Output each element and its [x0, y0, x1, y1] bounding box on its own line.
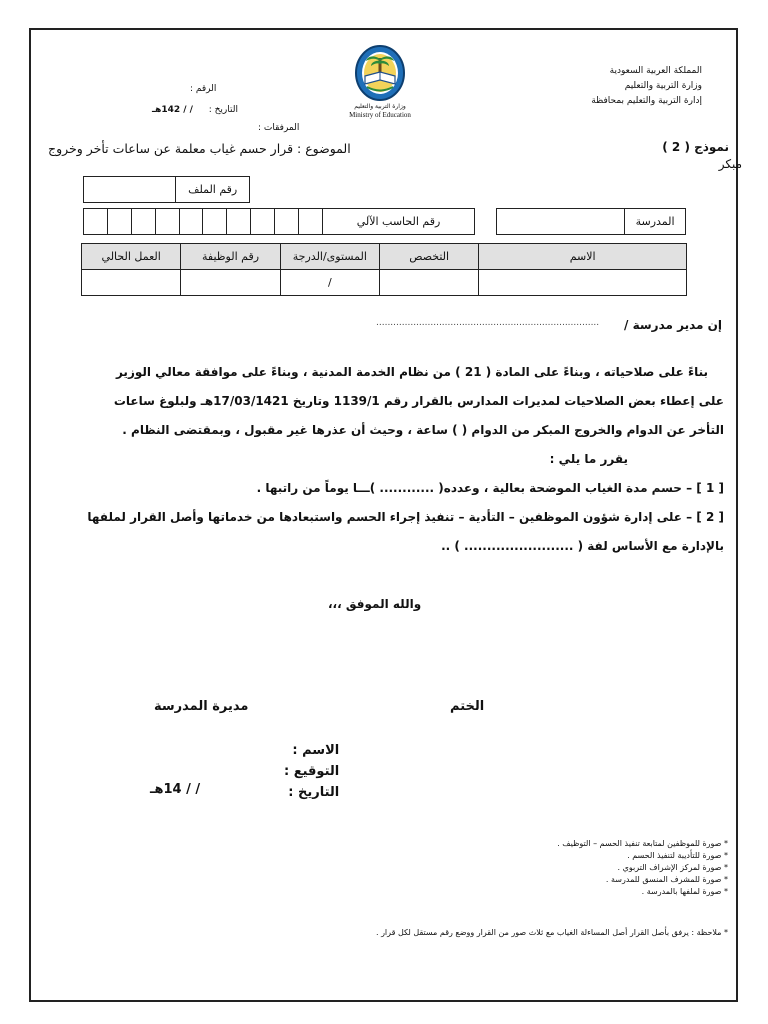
digit-cell[interactable] — [275, 209, 299, 235]
list-item: * صورة للتأديبة لتنفيذ الحسم . — [627, 851, 728, 860]
decision-item-1: [ 1 ] – حسم مدة الغياب الموضحة بعالية ، وعدده( ............ )ـــا يوماً من راتبها . — [256, 481, 724, 495]
cell-current-work[interactable] — [82, 270, 181, 296]
sign-label: التوقيع : — [284, 764, 340, 779]
addressee-label: إن مدير مدرسة / — [624, 318, 722, 332]
digit-cell[interactable] — [131, 209, 155, 235]
computer-number-label-box — [322, 208, 475, 235]
date-label: التاريخ : — [208, 105, 238, 115]
cell-level-grade[interactable]: / — [280, 270, 379, 296]
subject-continued: مبكر — [718, 157, 742, 171]
digit-cell[interactable] — [251, 209, 275, 235]
addressee-dots: .............................................................................. — [376, 318, 600, 328]
digit-cell[interactable] — [107, 209, 131, 235]
list-item: * صورة للموظفين لمتابعة تنفيذ الحسم – التوظيف . — [557, 839, 728, 848]
closing-phrase: والله الموفق ،،، — [328, 597, 422, 611]
digit-cell[interactable] — [227, 209, 251, 235]
name-label: الاسم : — [292, 743, 340, 758]
number-label: الرقم : — [190, 84, 217, 94]
copies-list — [328, 838, 728, 898]
header-issuer — [552, 64, 702, 109]
signature-fields — [284, 740, 339, 803]
digit-cell[interactable] — [179, 209, 203, 235]
digit-cell[interactable] — [203, 209, 227, 235]
digit-cell[interactable] — [155, 209, 179, 235]
computer-number-label: رقم الحاسب الآلي — [323, 209, 475, 235]
cell-job-number[interactable] — [181, 270, 280, 296]
decision-item-2-line-1: [ 2 ] – على إدارة شؤون الموظفين – التأدية – تنفيذ إجراء الحسم واستبعادها من خدماتها وأصل القرار لملفها — [87, 510, 724, 524]
table-row — [82, 270, 687, 296]
principal-title: مديرة المدرسة — [154, 699, 249, 714]
header-current-work: العمل الحالي — [82, 244, 181, 270]
cell-specialization[interactable] — [380, 270, 479, 296]
ministry-logo — [345, 42, 415, 104]
sign-date-value: / / 14هـ — [150, 782, 201, 797]
sign-date-label: التاريخ : — [288, 785, 340, 800]
date-value: / / 142هـ — [152, 105, 193, 115]
decides-label: يقرر ما يلي : — [549, 452, 628, 466]
attachments-label: المرفقات : — [258, 123, 300, 133]
header-job-number: رقم الوظيفة — [181, 244, 280, 270]
logo-caption-arabic: وزارة التربية والتعليم — [354, 103, 406, 110]
header-country: المملكة العربية السعودية — [609, 66, 702, 76]
digit-cell[interactable] — [84, 209, 108, 235]
date-field — [152, 105, 238, 115]
digit-cell[interactable] — [299, 209, 323, 235]
school-table — [496, 208, 686, 235]
school-label: المدرسة — [625, 209, 686, 235]
form-number: نموذج ( 2 ) — [662, 140, 729, 154]
list-item: * صورة للمشرف المنسق للمدرسة . — [605, 875, 728, 884]
computer-number-digits — [83, 208, 323, 235]
file-number-value[interactable] — [84, 177, 176, 203]
paragraph-line-3: التأخر عن الدوام والخروج المبكر من الدوام ( ) ساعة ، وحيث أن عذرها غير مقبول ، وبمقتضى النظام . — [122, 423, 724, 437]
header-ministry: وزارة التربية والتعليم — [624, 81, 702, 91]
file-number-label: رقم الملف — [176, 177, 250, 203]
table-header-row — [82, 244, 687, 270]
decision-item-2-line-2: بالإدارة مع الأساس لفة ( ........................ ) .. — [441, 539, 724, 553]
paragraph-line-2: على إعطاء بعض الصلاحيات لمديرات المدارس بالقرار رقم 1139/1 وتاريخ 17/03/1421هـ ولبلوغ ساعات — [113, 394, 724, 408]
school-value[interactable] — [497, 209, 625, 235]
header-directorate: إدارة التربية والتعليم بمحافظة — [591, 96, 702, 106]
logo-caption-english: Ministry of Education — [349, 111, 411, 119]
list-item: * صورة لملفها بالمدرسة . — [641, 887, 728, 896]
footnote: * ملاحظة : يرفق بأصل القرار أصل المساءلة الغياب مع ثلاث صور من القرار ووضع رقم مستقل لكل قرار . — [375, 928, 728, 937]
decision-body — [42, 358, 724, 561]
paragraph-line-1: بناءً على صلاحياته ، وبناءً على المادة ( 21 ) من نظام الخدمة المدنية ، وبناءً على موافقة معالي الوزير — [115, 365, 708, 379]
header-specialization: التخصص — [380, 244, 479, 270]
employee-info-table — [81, 243, 687, 296]
list-item: * صورة لمركز الإشراف التربوي . — [617, 863, 728, 872]
header-level-grade: المستوى/الدرجة — [280, 244, 379, 270]
subject-line: الموضوع : قرار حسم غياب معلمة عن ساعات تأخر وخروج — [48, 141, 351, 156]
logo-caption — [330, 103, 430, 119]
file-number-table — [83, 176, 250, 203]
cell-name[interactable] — [479, 270, 687, 296]
header-name: الاسم — [479, 244, 687, 270]
stamp-label: الختم — [450, 699, 485, 714]
